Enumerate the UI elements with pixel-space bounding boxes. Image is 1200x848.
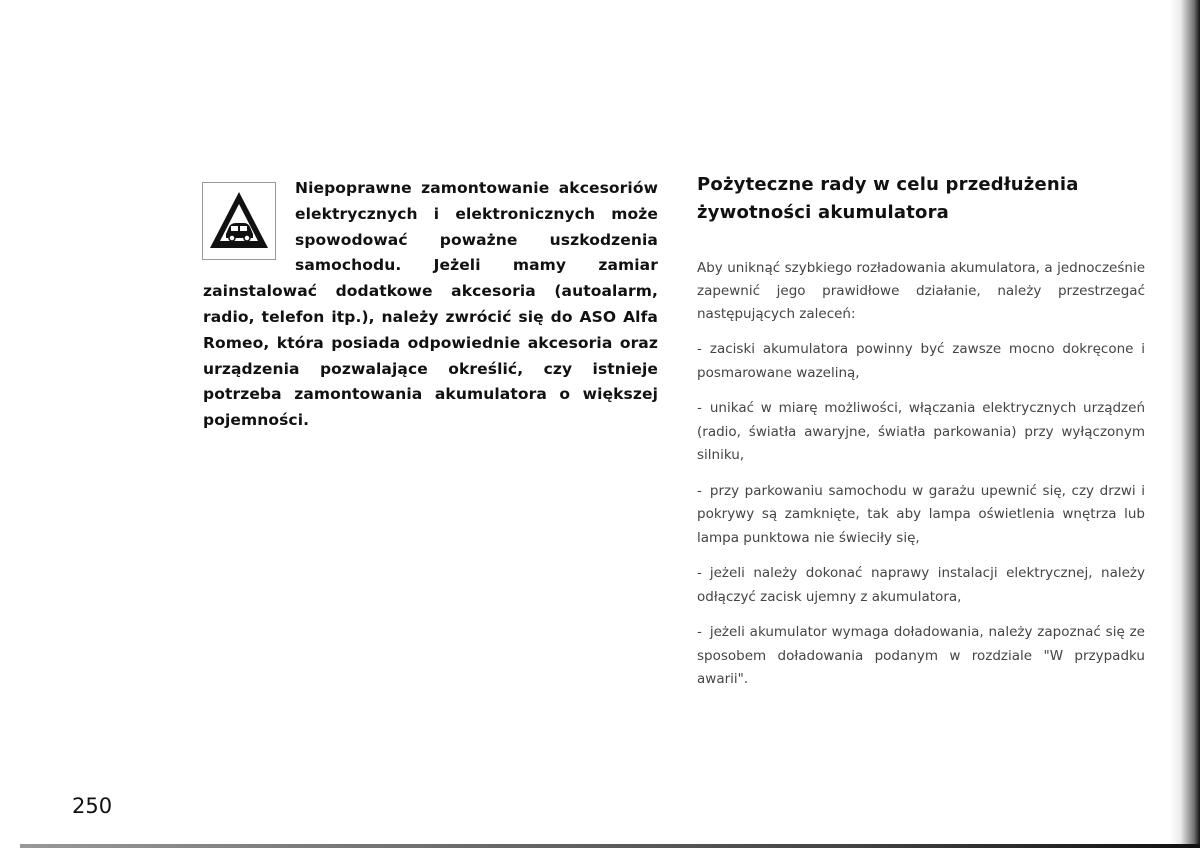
warning-text-block	[203, 176, 658, 434]
page-bottom-edge	[20, 844, 1200, 848]
list-item	[697, 562, 1145, 609]
list-dash: -	[697, 482, 702, 499]
battery-tips-section	[697, 171, 1145, 692]
tip-text: unikać w miarę możliwości, włączania elektrycznych urządzeń (radio, światła awaryjne, światła parkowania) przy wyłączonym silniku,	[697, 400, 1145, 463]
page-binding-shadow	[1170, 0, 1200, 848]
list-dash: -	[697, 624, 702, 640]
list-item	[697, 338, 1145, 385]
section-title: Pożyteczne rady w celu przedłużenia żywotności akumulatora	[697, 174, 1079, 223]
list-item	[697, 480, 1145, 551]
list-item	[697, 621, 1145, 692]
tip-text: jeżeli należy dokonać naprawy instalacji elektrycznej, należy odłączyć zacisk ujemny z akumulatora,	[697, 565, 1145, 605]
warning-text: Niepoprawne zamontowanie akcesoriów elektrycznych i elektronicznych może spowodować poważne uszkodzenia samochodu. Jeżeli mamy zamiar zainstalować dodatkowe akcesoria (autoalarm, radio, telefon itp.), należy zwrócić się do ASO Alfa Romeo, która posiada odpowiednie akcesoria oraz urządzenia pozwalające określić, czy istnieje potrzeba zamontowania akumulatora o większej pojemności.	[203, 179, 658, 430]
icon-spacer	[203, 176, 295, 276]
tip-text: jeżeli akumulator wymaga doładowania, należy zapoznać się ze sposobem doładowania podanym w rozdziale "W przypadku awarii".	[697, 624, 1145, 687]
list-dash: -	[697, 565, 702, 581]
tip-text: przy parkowaniu samochodu w garażu upewnić się, czy drzwi i pokrywy są zamknięte, tak aby lampa oświetlenia wnętrza lub lampa punktowa nie świeciły się,	[697, 482, 1145, 546]
page-number: 250	[72, 794, 113, 818]
section-intro: Aby uniknąć szybkiego rozładowania akumulatora, a jednocześnie zapewnić jego prawidłowe działanie, należy przestrzegać następujących zaleceń:	[697, 260, 1145, 322]
list-dash: -	[697, 341, 702, 357]
list-item	[697, 397, 1145, 468]
list-dash: -	[697, 400, 702, 416]
tip-text: zaciski akumulatora powinny być zawsze mocno dokręcone i posmarowane wazeliną,	[697, 341, 1145, 381]
tips-list	[697, 338, 1145, 692]
